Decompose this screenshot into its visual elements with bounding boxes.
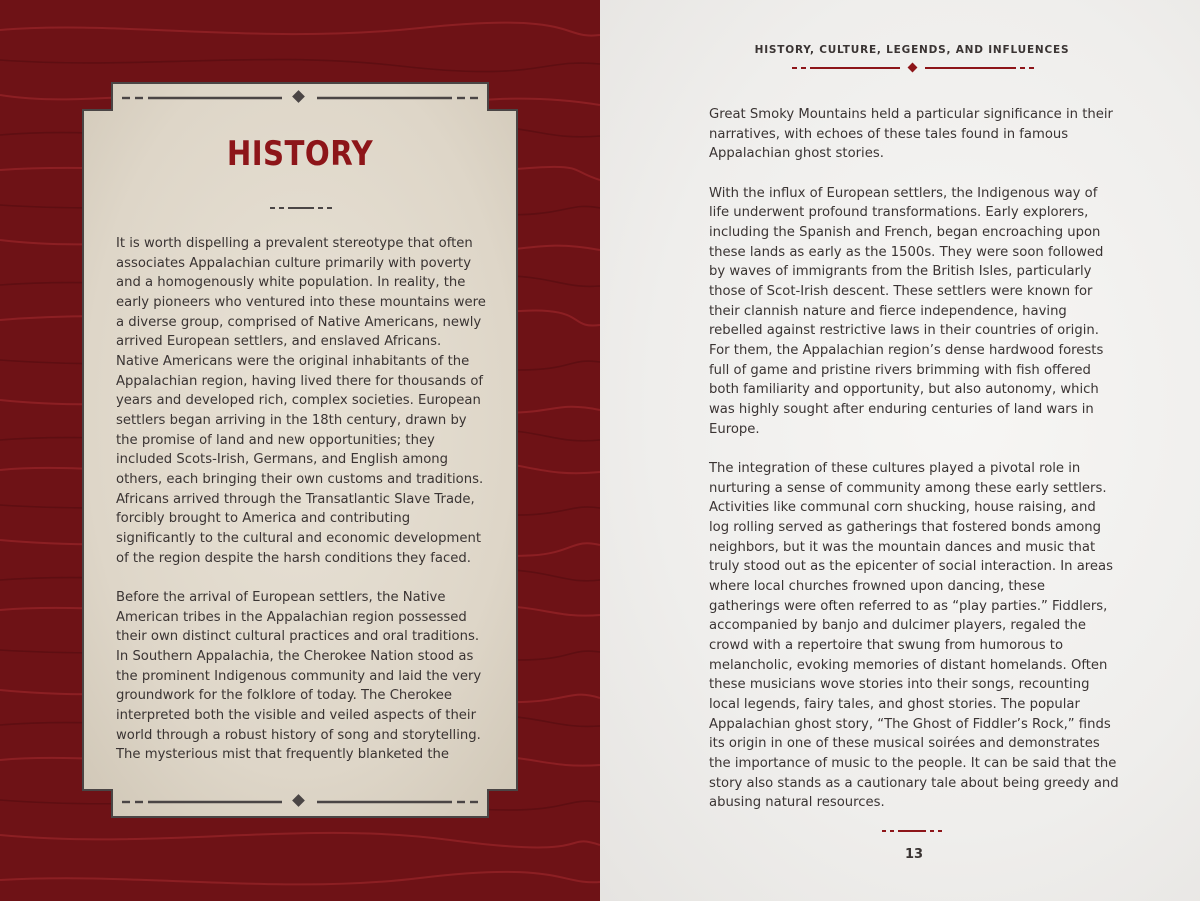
body-paragraph: It is worth dispelling a prevalent stereotype that often associates Appalachian culture primarily with poverty and a homogenously white population. In reality, the early pioneers who ventured into these mountains were a diverse group, comprised of Native Americans, newly arrived European settlers, and enslaved Africans. Native Americans were the original inhabitants of the Appalachian region, having lived there for thousands of years and developed rich, complex societies. European settlers began arriving in the 18th century, drawn by the promise of land and new opportunities; they included Scots-Irish, Germans, and English among others, each bringing their own customs and traditions. Africans arrived through the Transatlantic Slave Trade, forcibly brought to America and contributing significantly to the cultural and economic development of the region despite the harsh conditions they faced. (116, 236, 486, 566)
page-number (600, 845, 1200, 863)
history-panel (82, 82, 518, 818)
body-paragraph: With the influx of European settlers, the Indigenous way of life underwent profound transformations. Early explorers, including the Spanish and French, began encroaching upon these lands as early as the 1500s. They were soon followed by waves of immigrants from the British Isles, particularly those of Scot-Irish descent. These settlers were known for their clannish nature and fierce independence, having rebelled against restrictive laws in their countries of origin. For them, the Appalachian region’s dense hardwood forests full of game and pristine rivers brimming with fish offered both familiarity and opportunity, but also autonomy, which was highly sought after enduring centuries of land wars in Europe. (709, 185, 1104, 437)
left-body-text (116, 234, 488, 785)
running-head-text: HISTORY, CULTURE, LEGENDS, AND INFLUENCES (754, 44, 1070, 56)
header-divider-ornament (790, 60, 1040, 76)
right-body-text (709, 105, 1119, 833)
page-number-text: 13 (904, 847, 924, 862)
body-paragraph: Great Smoky Mountains held a particular significance in their narratives, with echoes of these tales found in famous Appalachian ghost stories. (709, 107, 1113, 162)
running-head (600, 40, 1200, 58)
right-page (600, 0, 1200, 901)
page-title: HISTORY (226, 134, 374, 174)
body-paragraph: Before the arrival of European settlers, the Native American tribes in the Appalachian region possessed their own distinct cultural practices and oral traditions. In Southern Appalachia, the Cherokee Nation stood as the prominent Indigenous community and laid the very groundwork for the folklore of today. The Cherokee interpreted both the visible and veiled aspects of their world through a robust history of song and storytelling. The mysterious mist that frequently blanketed the (116, 590, 482, 763)
body-paragraph: The integration of these cultures played a pivotal role in nurturing a sense of community among these early settlers. Activities like communal corn shucking, house raising, and log rolling served as gatherings that fostered bonds among neighbors, but it was the mountain dances and music that truly stood out as the epicenter of social interaction. In areas where local churches frowned upon dancing, these gatherings were often referred to as “play parties.” Fiddlers, accompanied by banjo and dulcimer players, regaled the crowd with a repertoire that swung from humorous to melancholic, evoking memories of distant homelands. Often these musicians wove stories into their songs, recounting local legends, fairy tales, and ghost stories. The popular Appalachian ghost story, “The Ghost of Fiddler’s Rock,” finds its origin in one of these musical soirées and demonstrates the importance of music to the people. It can be said that the story also stands as a cautionary tale about being greedy and abusing natural resources. (709, 461, 1119, 811)
footer-divider-ornament (880, 824, 950, 838)
